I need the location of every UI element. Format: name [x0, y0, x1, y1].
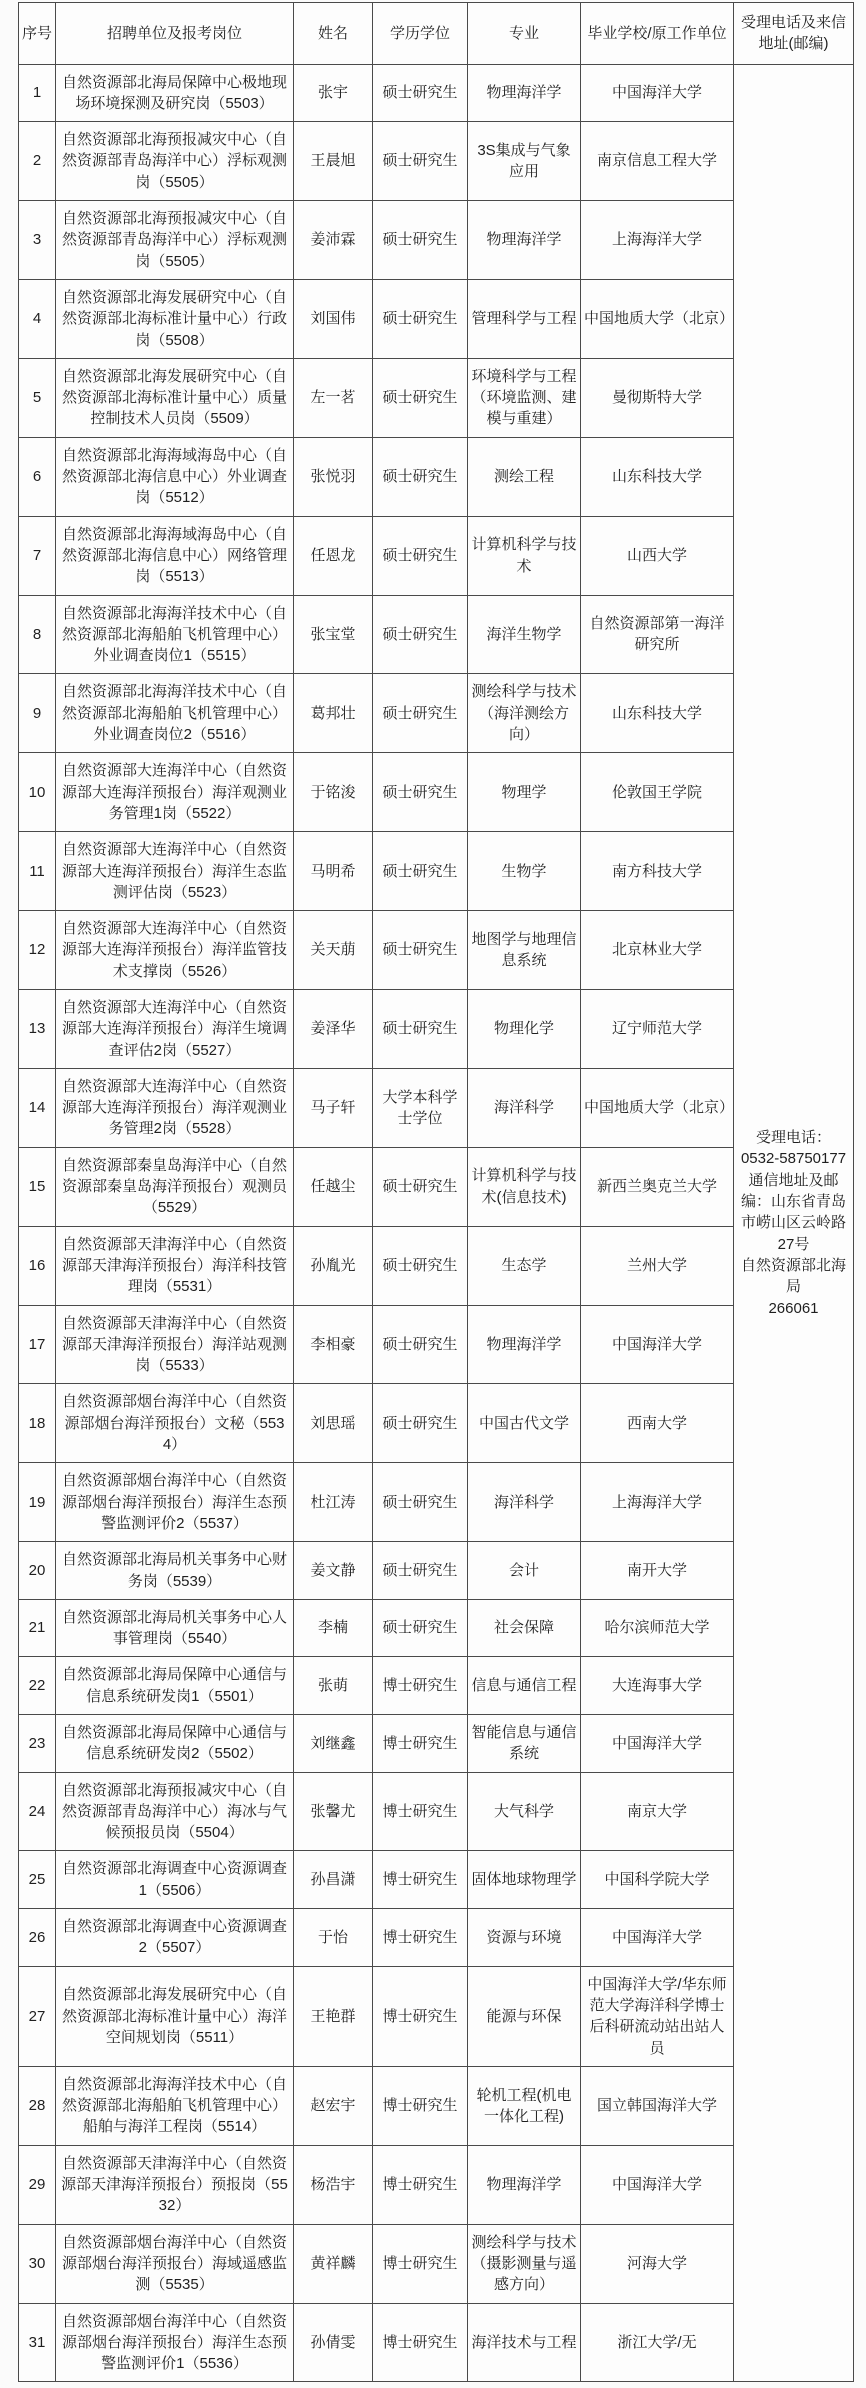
major-cell: 地图学与地理信息系统 — [468, 911, 581, 990]
degree-cell: 硕士研究生 — [373, 1542, 468, 1600]
major-cell: 计算机科学与技术 — [468, 516, 581, 595]
position-cell: 自然资源部北海海洋技术中心（自然资源部北海船舶飞机管理中心）外业调查岗位2（5516） — [56, 674, 294, 753]
position-cell: 自然资源部大连海洋中心（自然资源部大连海洋预报台）海洋观测业务管理2岗（5528） — [56, 1068, 294, 1147]
position-cell: 自然资源部北海海洋技术中心（自然资源部北海船舶飞机管理中心）外业调查岗位1（5515） — [56, 595, 294, 674]
name-cell: 刘国伟 — [294, 279, 373, 358]
header-row — [19, 3, 854, 65]
position-cell: 自然资源部北海局保障中心极地现场环境探测及研究岗（5503） — [56, 64, 294, 122]
degree-cell: 硕士研究生 — [373, 64, 468, 122]
degree-cell: 硕士研究生 — [373, 1305, 468, 1384]
table-row — [19, 1068, 854, 1147]
position-cell: 自然资源部北海发展研究中心（自然资源部北海标准计量中心）质量控制技术人员岗（5509） — [56, 358, 294, 437]
row-index-cell: 24 — [19, 1772, 56, 1851]
table-row — [19, 358, 854, 437]
table-row — [19, 1909, 854, 1967]
table-row — [19, 1772, 854, 1851]
name-cell: 任恩龙 — [294, 516, 373, 595]
degree-cell: 硕士研究生 — [373, 279, 468, 358]
name-cell: 刘继鑫 — [294, 1715, 373, 1773]
major-cell: 海洋科学 — [468, 1463, 581, 1542]
school-cell: 中国海洋大学 — [581, 1305, 734, 1384]
name-cell: 马明希 — [294, 832, 373, 911]
contact-cell — [734, 64, 854, 2382]
school-cell: 哈尔滨师范大学 — [581, 1599, 734, 1657]
school-cell: 山西大学 — [581, 516, 734, 595]
table-row — [19, 516, 854, 595]
table-row — [19, 2145, 854, 2224]
table-row — [19, 1542, 854, 1600]
recruitment-roster-table — [18, 2, 854, 2382]
school-cell: 南京信息工程大学 — [581, 122, 734, 201]
name-cell: 于铭浚 — [294, 753, 373, 832]
row-index-cell: 26 — [19, 1909, 56, 1967]
position-cell: 自然资源部大连海洋中心（自然资源部大连海洋预报台）海洋生态监测评估岗（5523） — [56, 832, 294, 911]
major-cell: 测绘科学与技术（摄影测量与遥感方向） — [468, 2224, 581, 2303]
degree-cell: 硕士研究生 — [373, 753, 468, 832]
name-cell: 孙昌潇 — [294, 1851, 373, 1909]
table-row — [19, 595, 854, 674]
degree-cell: 硕士研究生 — [373, 437, 468, 516]
name-cell: 张萌 — [294, 1657, 373, 1715]
row-index-cell: 7 — [19, 516, 56, 595]
degree-cell: 硕士研究生 — [373, 1384, 468, 1463]
position-cell: 自然资源部北海局保障中心通信与信息系统研发岗2（5502） — [56, 1715, 294, 1773]
position-cell: 自然资源部北海发展研究中心（自然资源部北海标准计量中心）行政岗（5508） — [56, 279, 294, 358]
row-index-cell: 14 — [19, 1068, 56, 1147]
table-row — [19, 989, 854, 1068]
row-index-cell: 1 — [19, 64, 56, 122]
name-cell: 孙倩雯 — [294, 2303, 373, 2382]
degree-cell: 硕士研究生 — [373, 595, 468, 674]
column-header-position: 招聘单位及报考岗位 — [56, 3, 294, 65]
school-cell: 北京林业大学 — [581, 911, 734, 990]
name-cell: 李楠 — [294, 1599, 373, 1657]
school-cell: 新西兰奥克兰大学 — [581, 1147, 734, 1226]
name-cell: 杨浩宇 — [294, 2145, 373, 2224]
school-cell: 辽宁师范大学 — [581, 989, 734, 1068]
name-cell: 赵宏宇 — [294, 2066, 373, 2145]
position-cell: 自然资源部烟台海洋中心（自然资源部烟台海洋预报台）海洋生态预警监测评价2（5537） — [56, 1463, 294, 1542]
school-cell: 中国海洋大学/华东师范大学海洋科学博士后科研流动站出站人员 — [581, 1966, 734, 2066]
major-cell: 物理海洋学 — [468, 64, 581, 122]
column-header-index: 序号 — [19, 3, 56, 65]
major-cell: 智能信息与通信系统 — [468, 1715, 581, 1773]
degree-cell: 博士研究生 — [373, 1715, 468, 1773]
major-cell: 资源与环境 — [468, 1909, 581, 1967]
position-cell: 自然资源部北海海域海岛中心（自然资源部北海信息中心）外业调查岗（5512） — [56, 437, 294, 516]
name-cell: 张悦羽 — [294, 437, 373, 516]
table-row — [19, 1147, 854, 1226]
school-cell: 上海海洋大学 — [581, 1463, 734, 1542]
major-cell: 3S集成与气象应用 — [468, 122, 581, 201]
school-cell: 西南大学 — [581, 1384, 734, 1463]
major-cell: 物理化学 — [468, 989, 581, 1068]
row-index-cell: 9 — [19, 674, 56, 753]
position-cell: 自然资源部大连海洋中心（自然资源部大连海洋预报台）海洋生境调查评估2岗（5527） — [56, 989, 294, 1068]
school-cell: 浙江大学/无 — [581, 2303, 734, 2382]
major-cell: 能源与环保 — [468, 1966, 581, 2066]
table-row — [19, 279, 854, 358]
name-cell: 任越尘 — [294, 1147, 373, 1226]
table-row — [19, 1226, 854, 1305]
major-cell: 固体地球物理学 — [468, 1851, 581, 1909]
major-cell: 轮机工程(机电一体化工程) — [468, 2066, 581, 2145]
row-index-cell: 12 — [19, 911, 56, 990]
row-index-cell: 15 — [19, 1147, 56, 1226]
row-index-cell: 11 — [19, 832, 56, 911]
degree-cell: 硕士研究生 — [373, 516, 468, 595]
major-cell: 信息与通信工程 — [468, 1657, 581, 1715]
row-index-cell: 25 — [19, 1851, 56, 1909]
major-cell: 物理海洋学 — [468, 2145, 581, 2224]
major-cell: 生态学 — [468, 1226, 581, 1305]
name-cell: 左一茗 — [294, 358, 373, 437]
major-cell: 管理科学与工程 — [468, 279, 581, 358]
degree-cell: 博士研究生 — [373, 1657, 468, 1715]
row-index-cell: 8 — [19, 595, 56, 674]
name-cell: 张宇 — [294, 64, 373, 122]
school-cell: 伦敦国王学院 — [581, 753, 734, 832]
degree-cell: 博士研究生 — [373, 1909, 468, 1967]
name-cell: 张宝堂 — [294, 595, 373, 674]
school-cell: 曼彻斯特大学 — [581, 358, 734, 437]
degree-cell: 硕士研究生 — [373, 989, 468, 1068]
major-cell: 会计 — [468, 1542, 581, 1600]
table-row — [19, 1715, 854, 1773]
table-row — [19, 832, 854, 911]
row-index-cell: 16 — [19, 1226, 56, 1305]
row-index-cell: 13 — [19, 989, 56, 1068]
school-cell: 河海大学 — [581, 2224, 734, 2303]
table-row — [19, 2066, 854, 2145]
table-row — [19, 64, 854, 122]
position-cell: 自然资源部烟台海洋中心（自然资源部烟台海洋预报台）海域遥感监测（5535） — [56, 2224, 294, 2303]
degree-cell: 硕士研究生 — [373, 832, 468, 911]
school-cell: 南方科技大学 — [581, 832, 734, 911]
school-cell: 中国地质大学（北京） — [581, 1068, 734, 1147]
table-row — [19, 1657, 854, 1715]
row-index-cell: 19 — [19, 1463, 56, 1542]
degree-cell: 博士研究生 — [373, 1772, 468, 1851]
name-cell: 杜江涛 — [294, 1463, 373, 1542]
row-index-cell: 18 — [19, 1384, 56, 1463]
degree-cell: 硕士研究生 — [373, 122, 468, 201]
column-header-contact: 受理电话及来信地址(邮编) — [734, 3, 854, 65]
school-cell: 中国海洋大学 — [581, 1715, 734, 1773]
position-cell: 自然资源部大连海洋中心（自然资源部大连海洋预报台）海洋监管技术支撑岗（5526） — [56, 911, 294, 990]
row-index-cell: 2 — [19, 122, 56, 201]
degree-cell: 博士研究生 — [373, 2303, 468, 2382]
position-cell: 自然资源部北海预报减灾中心（自然资源部青岛海洋中心）浮标观测岗（5505） — [56, 122, 294, 201]
table-row — [19, 1305, 854, 1384]
contact-line: 266061 — [768, 1299, 819, 1317]
row-index-cell: 17 — [19, 1305, 56, 1384]
degree-cell: 博士研究生 — [373, 2145, 468, 2224]
column-header-degree: 学历学位 — [373, 3, 468, 65]
table-row — [19, 1384, 854, 1463]
degree-cell: 硕士研究生 — [373, 201, 468, 280]
row-index-cell: 23 — [19, 1715, 56, 1773]
major-cell: 测绘工程 — [468, 437, 581, 516]
school-cell: 山东科技大学 — [581, 674, 734, 753]
name-cell: 张馨尤 — [294, 1772, 373, 1851]
name-cell: 王艳群 — [294, 1966, 373, 2066]
school-cell: 山东科技大学 — [581, 437, 734, 516]
major-cell: 物理海洋学 — [468, 201, 581, 280]
degree-cell: 博士研究生 — [373, 1966, 468, 2066]
contact-line: 通信地址及邮编：山东省青岛市崂山区云岭路27号 — [740, 1171, 846, 1253]
name-cell: 姜泽华 — [294, 989, 373, 1068]
degree-cell: 硕士研究生 — [373, 1226, 468, 1305]
name-cell: 葛邦壮 — [294, 674, 373, 753]
degree-cell: 博士研究生 — [373, 2224, 468, 2303]
school-cell: 上海海洋大学 — [581, 201, 734, 280]
column-header-name: 姓名 — [294, 3, 373, 65]
name-cell: 关天萠 — [294, 911, 373, 990]
table-row — [19, 201, 854, 280]
position-cell: 自然资源部烟台海洋中心（自然资源部烟台海洋预报台）海洋生态预警监测评价1（5536） — [56, 2303, 294, 2382]
position-cell: 自然资源部北海海洋技术中心（自然资源部北海船舶飞机管理中心）船舶与海洋工程岗（5514） — [56, 2066, 294, 2145]
major-cell: 社会保障 — [468, 1599, 581, 1657]
degree-cell: 硕士研究生 — [373, 1599, 468, 1657]
name-cell: 马子轩 — [294, 1068, 373, 1147]
school-cell: 中国地质大学（北京） — [581, 279, 734, 358]
column-header-school: 毕业学校/原工作单位 — [581, 3, 734, 65]
school-cell: 兰州大学 — [581, 1226, 734, 1305]
position-cell: 自然资源部大连海洋中心（自然资源部大连海洋预报台）海洋观测业务管理1岗（5522） — [56, 753, 294, 832]
major-cell: 物理学 — [468, 753, 581, 832]
position-cell: 自然资源部北海预报减灾中心（自然资源部青岛海洋中心）浮标观测岗（5505） — [56, 201, 294, 280]
school-cell: 自然资源部第一海洋研究所 — [581, 595, 734, 674]
row-index-cell: 31 — [19, 2303, 56, 2382]
degree-cell: 硕士研究生 — [373, 1463, 468, 1542]
major-cell: 计算机科学与技术(信息技术) — [468, 1147, 581, 1226]
name-cell: 黄祥麟 — [294, 2224, 373, 2303]
major-cell: 海洋科学 — [468, 1068, 581, 1147]
contact-line: 自然资源部北海局 — [740, 1256, 846, 1296]
position-cell: 自然资源部天津海洋中心（自然资源部天津海洋预报台）海洋站观测岗（5533） — [56, 1305, 294, 1384]
position-cell: 自然资源部北海海域海岛中心（自然资源部北海信息中心）网络管理岗（5513） — [56, 516, 294, 595]
table-row — [19, 1463, 854, 1542]
table-row — [19, 1966, 854, 2066]
row-index-cell: 4 — [19, 279, 56, 358]
table-row — [19, 753, 854, 832]
row-index-cell: 6 — [19, 437, 56, 516]
row-index-cell: 22 — [19, 1657, 56, 1715]
position-cell: 自然资源部北海局机关事务中心财务岗（5539） — [56, 1542, 294, 1600]
table-row — [19, 437, 854, 516]
position-cell: 自然资源部北海调查中心资源调查1（5506） — [56, 1851, 294, 1909]
major-cell: 海洋生物学 — [468, 595, 581, 674]
name-cell: 刘思瑶 — [294, 1384, 373, 1463]
position-cell: 自然资源部天津海洋中心（自然资源部天津海洋预报台）海洋科技管理岗（5531） — [56, 1226, 294, 1305]
position-cell: 自然资源部北海调查中心资源调查2（5507） — [56, 1909, 294, 1967]
major-cell: 生物学 — [468, 832, 581, 911]
position-cell: 自然资源部北海局保障中心通信与信息系统研发岗1（5501） — [56, 1657, 294, 1715]
row-index-cell: 28 — [19, 2066, 56, 2145]
position-cell: 自然资源部北海预报减灾中心（自然资源部青岛海洋中心）海冰与气候预报员岗（5504） — [56, 1772, 294, 1851]
school-cell: 南开大学 — [581, 1542, 734, 1600]
position-cell: 自然资源部北海局机关事务中心人事管理岗（5540） — [56, 1599, 294, 1657]
row-index-cell: 29 — [19, 2145, 56, 2224]
degree-cell: 硕士研究生 — [373, 358, 468, 437]
row-index-cell: 27 — [19, 1966, 56, 2066]
school-cell: 南京大学 — [581, 1772, 734, 1851]
school-cell: 中国海洋大学 — [581, 2145, 734, 2224]
name-cell: 于怡 — [294, 1909, 373, 1967]
degree-cell: 硕士研究生 — [373, 674, 468, 753]
contact-line: 0532-58750177 — [740, 1150, 847, 1168]
major-cell: 测绘科学与技术（海洋测绘方向） — [468, 674, 581, 753]
degree-cell: 博士研究生 — [373, 2066, 468, 2145]
table-row — [19, 2303, 854, 2382]
major-cell: 物理海洋学 — [468, 1305, 581, 1384]
column-header-major: 专业 — [468, 3, 581, 65]
major-cell: 环境科学与工程（环境监测、建模与重建） — [468, 358, 581, 437]
name-cell: 姜沛霖 — [294, 201, 373, 280]
name-cell: 姜文静 — [294, 1542, 373, 1600]
position-cell: 自然资源部烟台海洋中心（自然资源部烟台海洋预报台）文秘（5534） — [56, 1384, 294, 1463]
name-cell: 李相豪 — [294, 1305, 373, 1384]
degree-cell: 博士研究生 — [373, 1851, 468, 1909]
row-index-cell: 21 — [19, 1599, 56, 1657]
table-row — [19, 1851, 854, 1909]
school-cell: 中国海洋大学 — [581, 64, 734, 122]
school-cell: 中国科学院大学 — [581, 1851, 734, 1909]
position-cell: 自然资源部北海发展研究中心（自然资源部北海标准计量中心）海洋空间规划岗（5511） — [56, 1966, 294, 2066]
row-index-cell: 30 — [19, 2224, 56, 2303]
row-index-cell: 20 — [19, 1542, 56, 1600]
major-cell: 大气科学 — [468, 1772, 581, 1851]
school-cell: 国立韩国海洋大学 — [581, 2066, 734, 2145]
degree-cell: 硕士研究生 — [373, 911, 468, 990]
table-row — [19, 1599, 854, 1657]
school-cell: 中国海洋大学 — [581, 1909, 734, 1967]
major-cell: 海洋技术与工程 — [468, 2303, 581, 2382]
degree-cell: 大学本科学士学位 — [373, 1068, 468, 1147]
position-cell: 自然资源部天津海洋中心（自然资源部天津海洋预报台）预报岗（5532） — [56, 2145, 294, 2224]
contact-line: 受理电话： — [755, 1129, 831, 1147]
row-index-cell: 10 — [19, 753, 56, 832]
table-row — [19, 674, 854, 753]
name-cell: 王晨旭 — [294, 122, 373, 201]
name-cell: 孙胤光 — [294, 1226, 373, 1305]
row-index-cell: 3 — [19, 201, 56, 280]
major-cell: 中国古代文学 — [468, 1384, 581, 1463]
position-cell: 自然资源部秦皇岛海洋中心（自然资源部秦皇岛海洋预报台）观测员（5529） — [56, 1147, 294, 1226]
school-cell: 大连海事大学 — [581, 1657, 734, 1715]
table-row — [19, 2224, 854, 2303]
row-index-cell: 5 — [19, 358, 56, 437]
degree-cell: 硕士研究生 — [373, 1147, 468, 1226]
table-row — [19, 122, 854, 201]
table-row — [19, 911, 854, 990]
